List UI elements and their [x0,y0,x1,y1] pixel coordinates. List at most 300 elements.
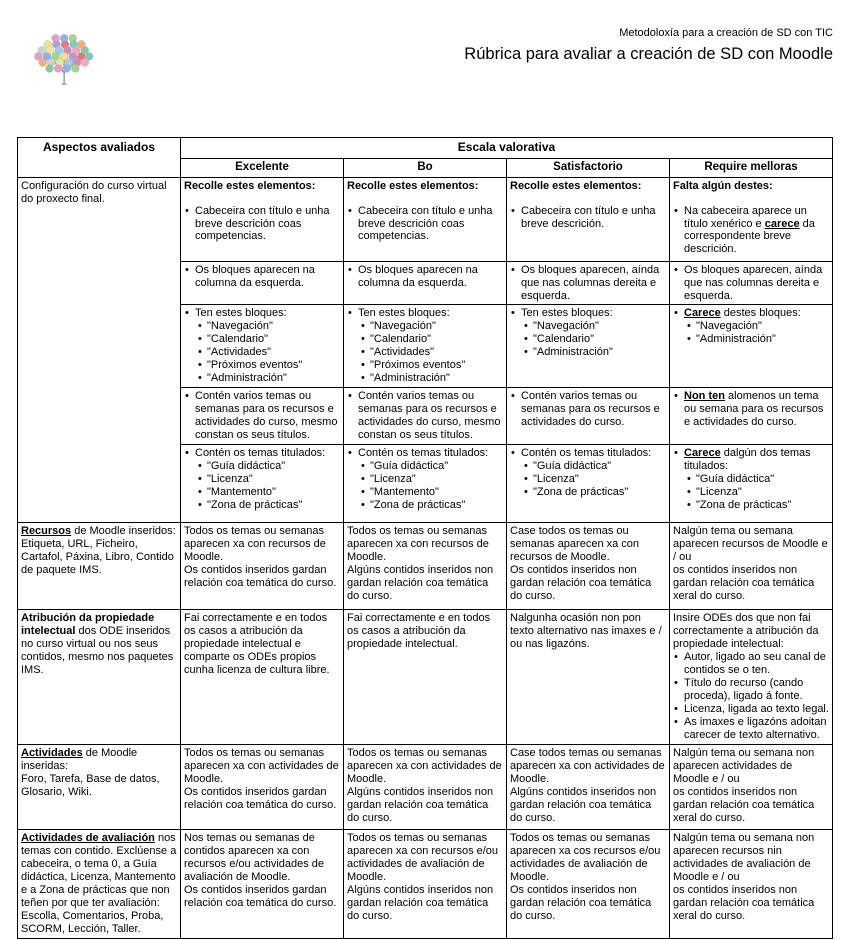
cell-bullet [523,320,666,333]
cell-bullet [184,205,340,244]
cell-bullet [523,473,666,486]
cell-bullet [523,486,666,499]
text-segment: Atribución da propiedade intelectual [21,612,155,638]
rubric-cell [344,610,507,745]
logo-ball [39,58,47,66]
cell-paragraph [673,180,829,193]
text-segment: Os contidos inseridos non gardan relación coa temática do curso. [510,564,652,602]
bullet-icon: • [361,359,365,372]
table-row [18,744,833,829]
bullet-text [195,264,340,290]
bullet-text [684,307,829,320]
cell-bullet [523,346,666,359]
bullet-icon: • [198,460,202,473]
cell-bullet [360,473,503,486]
cell-bullet [673,651,829,677]
cell-paragraph [184,747,340,786]
cell-paragraph [673,786,829,825]
rubric-cell [344,744,507,829]
cell-bullet [184,447,340,460]
bullet-icon: • [198,333,202,346]
rubric-cell [507,744,670,829]
text-segment: os contidos inseridos non gardan relación coa temática xeral do curso. [673,564,815,602]
bullet-text [533,473,666,486]
rubric-cell [344,305,507,388]
cell-bullet [360,460,503,473]
cell-paragraph [347,786,503,825]
bullet-icon: • [687,320,691,333]
cell-bullet [347,390,503,442]
bullet-icon: • [511,447,515,460]
cell-paragraph [184,612,340,677]
cell-bullet [347,264,503,290]
bullet-text [207,333,340,346]
bullet-text [521,447,666,460]
bullet-icon: • [198,359,202,372]
bullet-text [370,320,503,333]
bullet-icon: • [361,372,365,385]
text-segment: "Guía didáctica" [696,473,775,486]
cell-bullet [510,307,666,320]
text-segment: Nalgún tema ou semana non aparecen actividades de Moodle e / ou [673,746,815,785]
rubric-cell [181,305,344,388]
bullet-icon: • [674,651,678,664]
bullet-text [370,346,503,359]
bullet-text [521,264,666,303]
bullet-text [195,390,340,442]
bullet-icon: • [524,486,528,499]
cell-bullet [197,359,340,372]
rubric-cell [507,177,670,261]
text-segment: Etiqueta, URL, Ficheiro, Cartafol, Páxina, Libro, Contido de paquete IMS. [21,538,174,577]
text-segment: destes bloques: [720,307,801,320]
bullet-icon: • [361,499,365,512]
bullet-text [684,205,829,257]
cell-bullet [347,307,503,320]
cell-bullet [673,703,829,716]
bullet-icon: • [198,320,202,333]
rubric-cell [181,388,344,445]
bullet-icon: • [687,499,691,512]
rubric-cell [670,610,833,745]
text-segment: Fai correctamente e en todos os casos a atribución da propiedade intelectual e comparte os ODEs propios cunha licenza de cultura libre. [184,612,330,677]
bullet-text [370,372,503,385]
bullet-text [207,320,340,333]
bullet-icon: • [361,473,365,486]
table-row [18,829,833,938]
text-segment: "Administración" [207,372,287,385]
bullet-text [370,359,503,372]
bullet-icon: • [348,307,352,320]
bullet-icon: • [198,499,202,512]
text-segment: "Zona de prácticas" [207,499,303,512]
bullet-icon: • [348,447,352,460]
text-segment: Os bloques aparecen na columna da esquerda. [358,263,478,289]
rubric-table-head [18,138,833,178]
rubric-cell [344,523,507,610]
text-segment: "Guía didáctica" [370,460,449,473]
cell-bullet [510,205,666,231]
bullet-text [696,486,829,499]
text-segment: "Mantemento" [370,486,439,499]
text-segment: "Navegación" [696,320,762,333]
bullet-icon: • [198,346,202,359]
text-segment: Contén os temas titulados: [195,447,326,460]
bullet-icon: • [361,320,365,333]
cell-paragraph [184,884,340,910]
bullet-text [370,499,503,512]
bullet-text [370,460,503,473]
bullet-icon: • [674,307,678,320]
bullet-icon: • [185,447,189,460]
scale-header-cell: Escala valorativa [181,138,833,159]
bullet-text [358,447,503,460]
rubric-cell [344,829,507,938]
text-segment: Licenza, ligada ao texto legal. [684,702,829,715]
text-segment: "Zona de prácticas" [533,486,629,499]
text-segment: Contén os temas titulados: [521,447,652,460]
text-segment: Case todos os temas ou semanas aparecen xa con recursos de Moodle. [510,525,640,564]
text-segment: os contidos inseridos non gardan relación coa temática xeral do curso. [673,883,815,922]
table-row [18,177,833,261]
text-segment: Todos os temas ou semanas aparecen xa con actividades de Moodle. [184,746,339,785]
bullet-text [684,703,829,716]
text-segment: Todos os temas ou semanas aparecen xa con actividades de Moodle. [347,746,502,785]
text-segment: Carece [684,447,721,460]
rubric-cell [344,388,507,445]
bullet-text [358,307,503,320]
cell-paragraph [347,832,503,884]
bullet-icon: • [348,390,352,403]
cell-bullet [360,486,503,499]
level-header-excelente: Excelente [181,159,344,178]
text-segment: nos temas con contido. Exclúense a cabeceira, o tema 0, a Guía didáctica, Licenza, Mantemento e a Zona de prácticas que non teñen por que ter avaliación: Escolla, Comentarios, Proba, SCORM, Lección, Taller. [21,831,177,935]
bullet-icon: • [185,263,189,276]
cell-bullet [184,264,340,290]
bullet-text [370,333,503,346]
bullet-text [195,205,340,244]
cell-bullet [360,499,503,512]
aspect-cell [18,523,181,610]
text-segment: Todos os temas ou semanas aparecen xa con recursos de Moodle. [184,525,326,564]
text-segment: da correspondente breve descrición. [684,217,815,256]
cell-paragraph [673,525,829,564]
text-segment: Ten estes bloques: [195,307,287,320]
bullet-text [696,320,829,333]
text-segment: Cabeceira con título e unha breve descrición coas competencias. [195,204,330,243]
rubric-cell [344,445,507,523]
text-segment: Os bloques aparecen, aínda que nas columnas dereita e esquerda. [521,263,660,302]
bullet-icon: • [674,447,678,460]
text-segment: Actividades [21,746,83,759]
logo-balls [34,34,93,72]
bullet-text [533,460,666,473]
rubric-cell [670,744,833,829]
cell-paragraph [21,538,177,577]
text-segment: "Navegación" [207,320,273,333]
cell-paragraph [184,564,340,590]
text-segment: "Licenza" [207,473,253,486]
bullet-text [358,390,503,442]
text-segment: carece [764,217,800,230]
rubric-cell [507,610,670,745]
logo-ball [46,65,54,73]
cell-bullet [360,372,503,385]
text-segment: Carece [684,307,721,320]
bullet-text [533,486,666,499]
text-segment: de Moodle inseridas: [21,746,138,772]
text-segment: Contén varios temas ou semanas para os recursos e actividades do curso, mesmo constan os seus títulos. [195,390,338,442]
cell-paragraph [347,180,503,193]
rubric-cell [181,829,344,938]
cell-paragraph [347,525,503,564]
bullet-text [696,499,829,512]
rubric-cell [181,523,344,610]
cell-bullet [673,205,829,257]
rubric-cell [181,744,344,829]
bullet-text [207,346,340,359]
cell-bullet [686,333,829,346]
text-segment: Todos os temas ou semanas aparecen xa cos recursos e/ou actividades de avaliación de Moodle. [510,831,661,883]
text-segment: Todos os temas ou semanas aparecen xa con recursos de Moodle. [347,525,489,564]
rubric-cell [670,445,833,523]
cell-paragraph [510,832,666,884]
cell-paragraph [510,180,666,193]
text-segment: "Licenza" [370,473,416,486]
bullet-icon: • [348,263,352,276]
bullet-text [521,205,666,231]
cell-bullet [197,486,340,499]
text-segment: "Navegación" [370,320,436,333]
table-row [18,610,833,745]
bullet-text [207,359,340,372]
doc-subtitle: Metodoloxía para a creación de SD con TIC [619,27,833,39]
bullet-icon: • [524,460,528,473]
cell-bullet [197,333,340,346]
text-segment: "Administración" [696,333,776,346]
bullet-text [684,716,829,742]
document-header [0,0,850,130]
cell-bullet [673,390,829,429]
bullet-icon: • [361,346,365,359]
cell-bullet [197,320,340,333]
rubric-cell [181,610,344,745]
cell-bullet [686,499,829,512]
level-header-satisfactorio: Satisfactorio [507,159,670,178]
text-segment: As imaxes e ligazóns adoitan carecer de texto alternativo. [684,715,827,741]
bullet-icon: • [674,677,678,689]
text-segment: Algúns contidos inseridos non gardan relación coa temática do curso. [347,785,494,824]
bullet-icon: • [185,204,189,217]
text-segment: "Mantemento" [207,486,276,499]
text-segment: Algúns contidos inseridos non gardan relación coa temática do curso. [510,785,657,824]
rubric-cell [181,445,344,523]
bullet-text [684,447,829,473]
cell-bullet [197,460,340,473]
cell-paragraph [184,832,340,884]
logo-ball [81,58,89,66]
bullet-icon: • [524,320,528,333]
cell-paragraph [347,747,503,786]
rubric-cell [507,388,670,445]
rubric-cell [507,305,670,388]
bullet-text [684,264,829,303]
text-segment: "Calendario" [533,333,595,346]
ball-tree-logo-icon [26,28,104,90]
bullet-icon: • [511,307,515,320]
text-segment: Nalgún tema ou semana non aparecen recursos nin actividades de avaliación de Moodle e / ou [673,831,815,883]
cell-bullet [686,486,829,499]
bullet-icon: • [198,372,202,385]
text-segment: Foro, Tarefa, Base de datos, Glosario, Wiki. [21,772,160,798]
bullet-text [684,390,829,429]
cell-paragraph [184,786,340,812]
bullet-icon: • [511,263,515,276]
text-segment: "Zona de prácticas" [696,499,792,512]
level-header-require-melloras: Require melloras [670,159,833,178]
cell-paragraph [510,564,666,603]
logo-ball [71,65,79,73]
rubric-cell [181,177,344,261]
cell-bullet [510,264,666,303]
cell-paragraph [510,786,666,825]
aspect-cell [18,829,181,938]
cell-bullet [197,372,340,385]
cell-paragraph [21,773,177,799]
cell-bullet [360,346,503,359]
text-segment: "Próximos eventos" [207,359,303,372]
text-segment: os contidos inseridos non gardan relación coa temática xeral do curso. [673,785,815,824]
text-segment: Os bloques aparecen, aínda que nas columnas dereita e esquerda. [684,263,823,302]
cell-bullet [360,359,503,372]
text-segment: "Actividades" [370,346,435,359]
cell-bullet [197,346,340,359]
bullet-icon: • [524,473,528,486]
bullet-icon: • [361,486,365,499]
text-segment: "Guía didáctica" [207,460,286,473]
text-segment: Algúns contidos inseridos non gardan relación coa temática do curso. [347,564,494,602]
text-segment: Contén varios temas ou semanas para os recursos e actividades do curso. [521,390,660,429]
cell-paragraph [347,564,503,603]
bullet-text [521,307,666,320]
bullet-icon: • [511,390,515,403]
text-segment: Todos os temas ou semanas aparecen xa con recursos e/ou actividades de avaliación de Moodle. [347,831,499,883]
cell-paragraph [673,832,829,884]
rubric-cell [507,829,670,938]
text-segment: "Actividades" [207,346,272,359]
text-segment: "Licenza" [696,486,742,499]
bullet-icon: • [198,473,202,486]
rubric-cell [670,305,833,388]
bullet-text [521,390,666,429]
text-segment: Os contidos inseridos gardan relación coa temática do curso. [184,564,337,590]
cell-paragraph [21,525,177,538]
text-segment: Os contidos inseridos gardan relación coa temática do curso. [184,883,337,909]
text-segment: "Administración" [370,372,450,385]
bullet-text [684,677,829,703]
bullet-icon: • [348,204,352,217]
cell-paragraph [673,884,829,923]
cell-bullet [673,447,829,473]
cell-paragraph [673,747,829,786]
bullet-icon: • [674,263,678,276]
cell-paragraph [184,180,340,193]
cell-paragraph [510,525,666,564]
text-segment: Os contidos inseridos gardan relación coa temática do curso. [184,785,337,811]
cell-bullet [197,499,340,512]
text-segment: dalgún dos temas titulados: [684,447,811,473]
text-segment: Insire ODEs dos que non fai correctamente a atribución da propiedade intelectual: [673,612,819,651]
text-segment: Falta algún destes: [673,179,773,192]
text-segment: "Calendario" [370,333,432,346]
bullet-text [533,320,666,333]
text-segment: Contén varios temas ou semanas para os recursos e actividades do curso, mesmo constan os seus títulos. [358,390,501,442]
text-segment: Actividades de avaliación [21,831,155,844]
text-segment: Algúns contidos inseridos non gardan relación coa temática do curso. [347,883,494,922]
bullet-icon: • [361,333,365,346]
cell-bullet [673,677,829,703]
text-segment: "Zona de prácticas" [370,499,466,512]
text-segment: "Licenza" [533,473,579,486]
text-segment: Nos temas ou semanas de contidos aparecen xa con recursos e/ou actividades de avaliación de Moodle. [184,831,325,883]
text-segment: Nalgunha ocasión non pon texto alternativo nas imaxes e / ou nas ligazóns. [510,612,662,651]
cell-bullet [184,390,340,442]
cell-bullet [347,205,503,244]
rubric-cell [670,177,833,261]
text-segment: de Moodle inseridos: [71,525,176,538]
text-segment: Nalgún tema ou semana aparecen recursos de Moodle e / ou [673,525,828,564]
cell-paragraph [510,884,666,923]
bullet-text [696,333,829,346]
bullet-text [533,346,666,359]
text-segment: "Navegación" [533,320,599,333]
cell-bullet [510,447,666,460]
cell-bullet [184,307,340,320]
table-header-row-1 [18,138,833,159]
aspects-header-cell: Aspectos avaliados [18,138,181,178]
table-row [18,523,833,610]
cell-bullet [523,460,666,473]
cell-bullet [523,333,666,346]
cell-bullet [686,320,829,333]
bullet-text [195,307,340,320]
cell-bullet [673,716,829,742]
aspect-cell [18,177,181,523]
cell-bullet [347,447,503,460]
cell-paragraph [21,747,177,773]
logo-ball [63,65,71,73]
bullet-text [370,473,503,486]
text-segment: "Guía didáctica" [533,460,612,473]
doc-title: Rúbrica para avaliar a creación de SD con Moodle [464,45,833,63]
text-segment: Na cabeceira aparece un título xenérico e [684,204,807,230]
rubric-cell [670,388,833,445]
cell-paragraph [510,612,666,651]
cell-paragraph [673,564,829,603]
bullet-text [207,473,340,486]
cell-paragraph [673,612,829,651]
rubric-table [17,137,833,939]
bullet-icon: • [687,333,691,346]
aspect-cell [18,744,181,829]
level-header-bo: Bo [344,159,507,178]
bullet-text [207,486,340,499]
cell-paragraph [347,884,503,923]
rubric-cell [507,523,670,610]
bullet-text [358,205,503,244]
text-segment: "Administración" [533,346,613,359]
text-segment: Cabeceira con título e unha breve descrición coas competencias. [358,204,493,243]
